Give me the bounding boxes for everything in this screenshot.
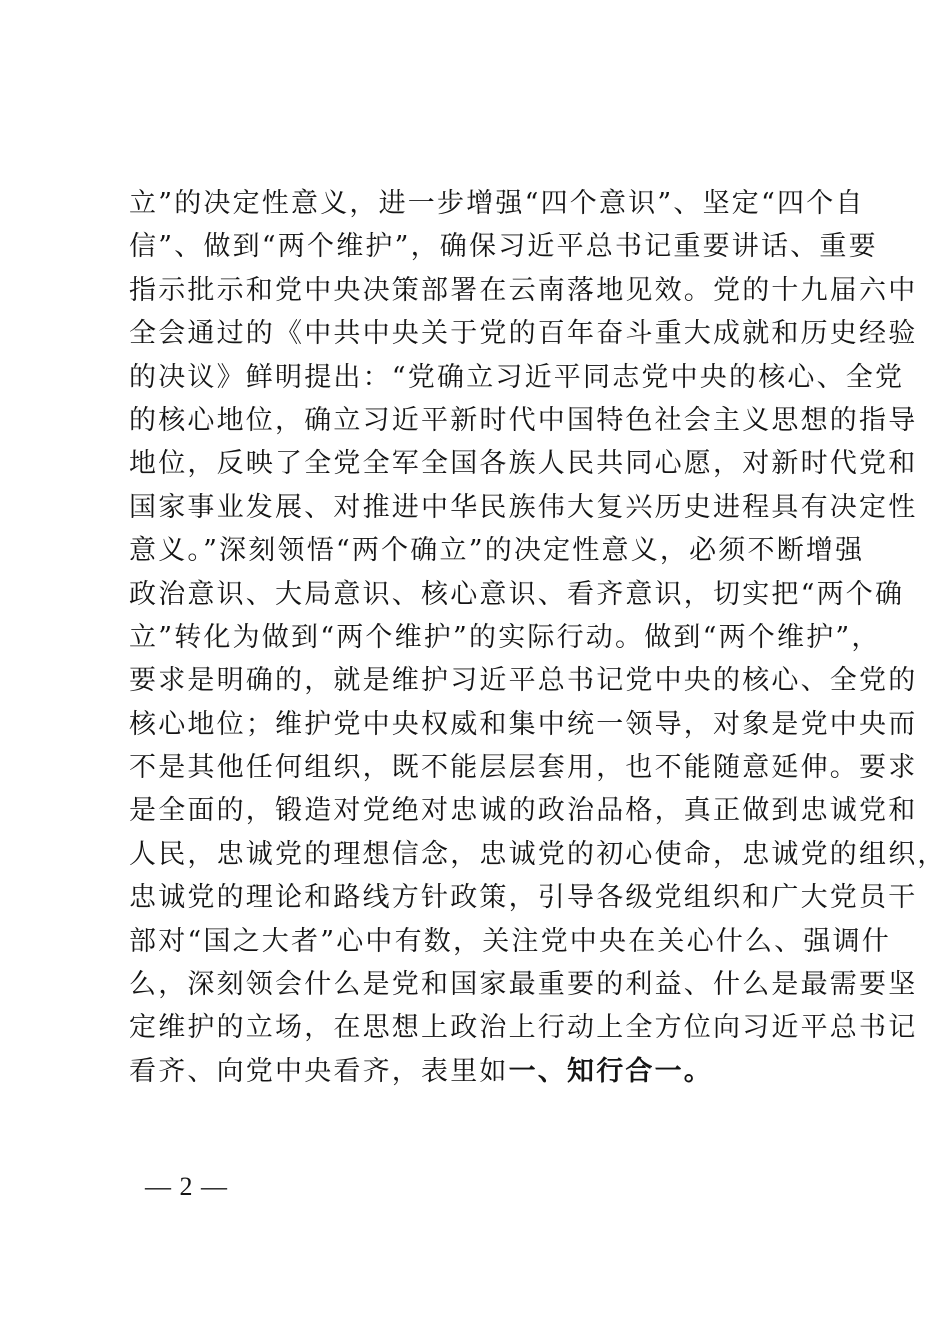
text-line-10: 政治意识、大局意识、核心意识、看齐意识，切实把“两个确 xyxy=(129,578,905,610)
text-line-5: 的决议》鲜明提出：“党确立习近平同志党中央的核心、全党 xyxy=(129,361,905,393)
text-line-16: 人民，忠诚党的理想信念，忠诚党的初心使命，忠诚党的组织， xyxy=(129,838,947,870)
text-line-4: 全会通过的《中共中央关于党的百年奋斗重大成就和历史经验 xyxy=(129,318,918,350)
last-line-bold-text: 一、知行合一。 xyxy=(508,1055,714,1087)
text-line-18: 部对“国之大者”心中有数，关注党中央在关心什么、强调什 xyxy=(129,925,892,957)
text-line-13: 核心地位；维护党中央权威和集中统一领导，对象是党中央而 xyxy=(129,708,918,740)
text-line-last xyxy=(129,1050,834,1093)
text-line-6: 的核心地位，确立习近平新时代中国特色社会主义思想的指导 xyxy=(129,404,918,436)
text-line-8: 国家事业发展、对推进中华民族伟大复兴历史进程具有决定性 xyxy=(129,491,918,523)
body-paragraph xyxy=(129,182,947,1093)
text-line-15: 是全面的，锻造对党绝对忠诚的政治品格，真正做到忠诚党和 xyxy=(129,795,918,827)
text-line-9: 意义。”深刻领悟“两个确立”的决定性意义，必须不断增强 xyxy=(129,535,865,567)
text-line-14: 不是其他任何组织，既不能层层套用，也不能随意延伸。要求 xyxy=(129,752,918,784)
text-line-20: 定维护的立场，在思想上政治上行动上全方位向习近平总书记 xyxy=(129,1012,918,1044)
text-line-2: 信”、做到“两个维护”，确保习近平总书记重要讲话、重要 xyxy=(129,231,878,263)
page-number: — 2 — xyxy=(145,1172,228,1201)
text-line-3: 指示批示和党中央决策部署在云南落地见效。党的十九届六中 xyxy=(129,274,918,306)
text-line-7: 地位，反映了全党全军全国各族人民共同心愿，对新时代党和 xyxy=(129,448,918,480)
text-line-11: 立”转化为做到“两个维护”的实际行动。做到“两个维护”， xyxy=(129,621,881,653)
text-line-1: 立”的决定性意义，进一步增强“四个意识”、坚定“四个自 xyxy=(129,188,865,219)
text-line-19: 么，深刻领会什么是党和国家最重要的利益、什么是最需要坚 xyxy=(129,969,918,1001)
text-line-17: 忠诚党的理论和路线方针政策，引导各级党组织和广大党员干 xyxy=(129,882,918,914)
last-line-regular-text: 看齐、向党中央看齐，表里如 xyxy=(129,1055,509,1087)
text-line-12: 要求是明确的，就是维护习近平总书记党中央的核心、全党的 xyxy=(129,665,918,697)
